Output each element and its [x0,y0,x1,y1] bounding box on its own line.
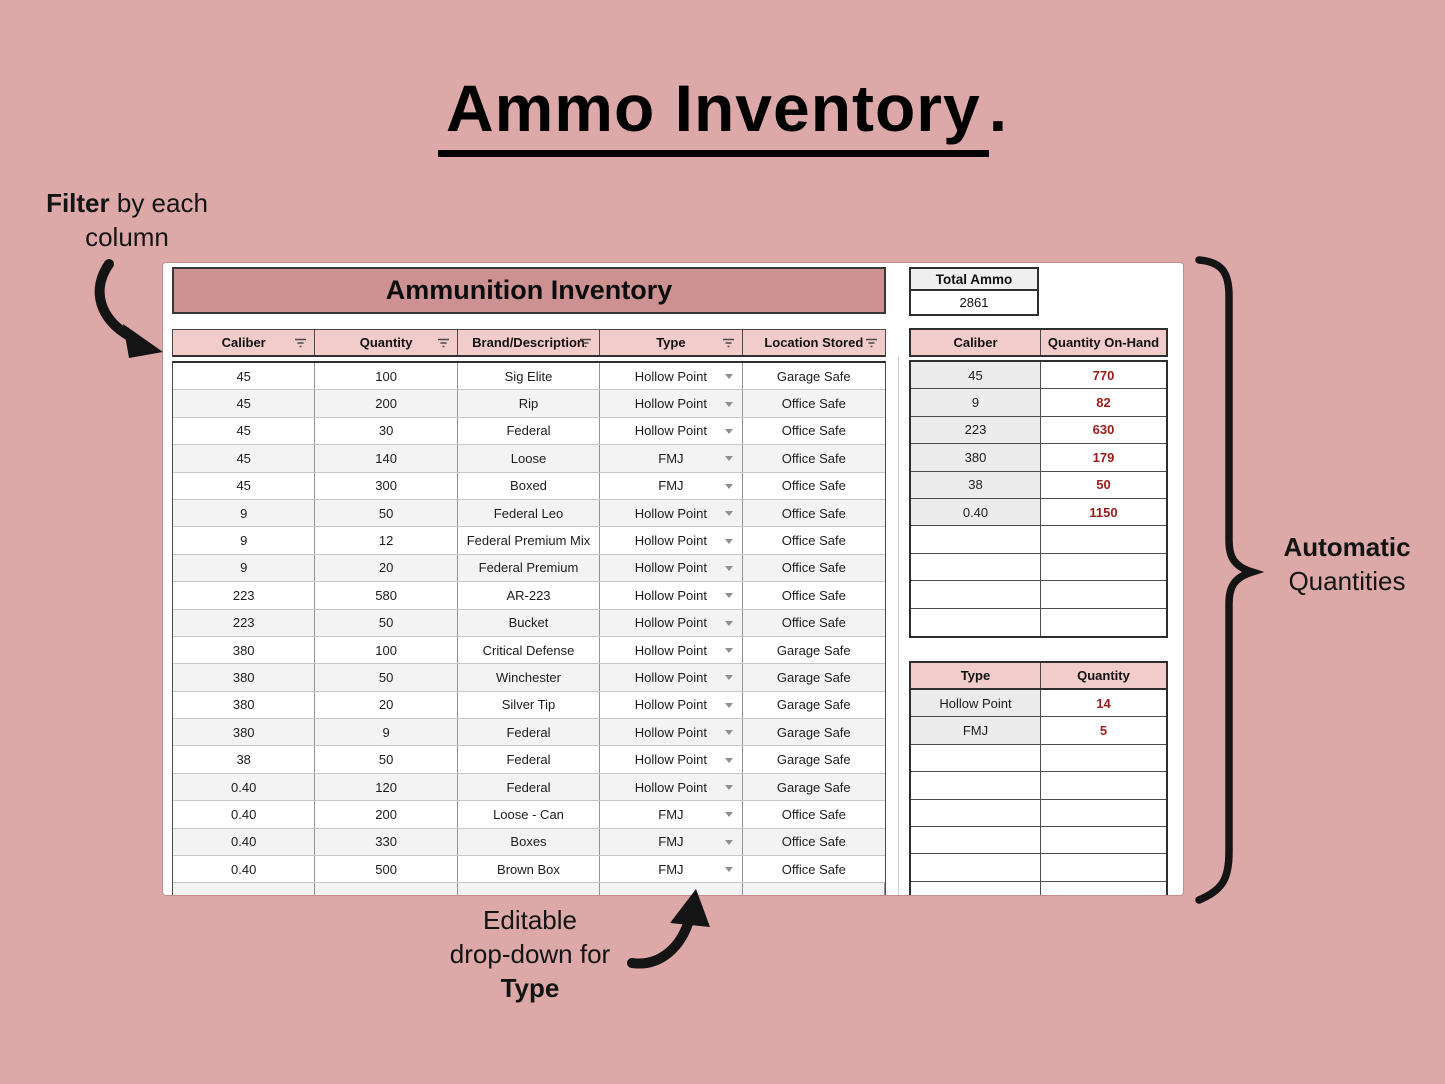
cell-caliber[interactable]: 45 [173,390,315,416]
cell-quantity[interactable]: 20 [315,692,457,718]
cell-location-stored[interactable]: Office Safe [781,587,846,603]
cell-quantity[interactable]: 100 [315,363,457,389]
cell-brand-description[interactable]: Federal [458,774,600,800]
ammo-table-header [172,329,886,357]
cell-quantity[interactable]: 50 [315,500,457,526]
cell-type[interactable]: Hollow Point [600,664,742,690]
cell-type[interactable]: Hollow Point [600,637,742,663]
annotation-editable-line1: Editable [483,905,577,935]
spreadsheet-card [163,263,1183,895]
page-title-text: Ammo Inventory [438,70,989,157]
cell-quantity[interactable]: 120 [315,774,457,800]
cell-type[interactable]: Hollow Point [600,527,742,553]
cell-location-stored[interactable]: Office Safe [781,834,846,850]
cell-type[interactable]: Hollow Point [600,418,742,444]
header-location-stored[interactable] [743,330,885,355]
cell-type[interactable]: FMJ [600,445,742,471]
dropdown-arrow-icon[interactable] [725,730,733,735]
dropdown-arrow-icon[interactable] [725,648,733,653]
header-type[interactable] [600,330,742,355]
cell-caliber[interactable]: 380 [173,637,315,663]
cell-location-stored[interactable]: Office Safe [781,615,846,631]
cell-caliber[interactable]: 9 [173,527,315,553]
dropdown-arrow-icon[interactable] [725,484,733,489]
cell-quantity[interactable]: 50 [315,664,457,690]
header-location-stored-label: Location Stored [764,335,864,350]
table-row [173,664,885,691]
cell-caliber[interactable]: 45 [173,445,315,471]
cell-brand-description[interactable]: Brown Box [458,856,600,882]
cell-location-stored[interactable]: Garage Safe [776,697,851,713]
cell-caliber[interactable]: 380 [173,719,315,745]
dropdown-arrow-icon[interactable] [725,374,733,379]
cell-caliber[interactable]: 9 [173,500,315,526]
cell-brand-description[interactable]: Loose [458,445,600,471]
cell-brand-description[interactable]: Federal [458,746,600,772]
summary-row-empty [911,772,1166,799]
dropdown-arrow-icon[interactable] [725,566,733,571]
header-type-label: Type [656,335,686,350]
summary-caliber-cell-empty [911,609,1041,636]
caliber-summary-header-caliber: Caliber [911,330,1041,355]
table-row [173,500,885,527]
dropdown-arrow-icon[interactable] [725,703,733,708]
cell-brand-description[interactable]: Boxed [458,473,600,499]
table-row [173,801,885,828]
cell-type[interactable]: Hollow Point [600,363,742,389]
main-table-body [172,361,886,895]
summary-type-cell: FMJ [911,717,1041,743]
annotation-filter-line2: column [85,222,169,252]
dropdown-arrow-icon[interactable] [725,456,733,461]
cell-quantity[interactable]: 140 [315,445,457,471]
summary-row [911,417,1166,444]
cell-quantity[interactable]: 9 [315,719,457,745]
header-caliber-label: Caliber [221,335,266,350]
cell-caliber[interactable]: 38 [173,746,315,772]
cell-caliber[interactable]: 9 [173,555,315,581]
table-row [173,473,885,500]
dropdown-arrow-icon[interactable] [725,621,733,626]
summary-type-qty-cell-empty [1041,882,1166,895]
table-row [173,363,885,390]
annotation-editable [420,903,640,1005]
table-row [173,418,885,445]
cell-brand-description[interactable]: Winchester [458,664,600,690]
summary-qty-on-hand-cell: 630 [1041,417,1166,443]
summary-type-qty-cell-empty [1041,745,1166,771]
cell-caliber[interactable]: 380 [173,692,315,718]
ammo-table [172,329,886,895]
cell-type[interactable]: Hollow Point [600,500,742,526]
cell-quantity[interactable]: 200 [315,390,457,416]
cell-brand-description[interactable]: Sig Elite [458,363,600,389]
cell-type[interactable]: Hollow Point [600,692,742,718]
filter-icon[interactable] [865,337,878,348]
cell-type[interactable]: Hollow Point [600,774,742,800]
summary-qty-on-hand-cell: 50 [1041,472,1166,498]
cell-caliber[interactable]: 45 [173,418,315,444]
table-row-partial [173,883,885,895]
cell-type[interactable]: Hollow Point [600,746,742,772]
summary-type-cell: Hollow Point [911,690,1041,716]
cell-location-stored[interactable]: Office Safe [781,478,846,494]
cell-type[interactable]: Hollow Point [600,719,742,745]
cell-caliber[interactable]: 0.40 [173,829,315,855]
header-quantity-label: Quantity [359,335,413,350]
cell-brand-description[interactable]: Federal [458,719,600,745]
summary-type-qty-cell-empty [1041,772,1166,798]
summary-qty-on-hand-cell: 179 [1041,444,1166,470]
page-title [0,70,1445,157]
cell-location-stored[interactable]: Office Safe [781,423,846,439]
summary-row [911,472,1166,499]
table-row [173,390,885,417]
summary-caliber-cell: 38 [911,472,1041,498]
table-row [173,856,885,883]
summary-qty-on-hand-cell: 770 [1041,362,1166,388]
caliber-summary-header [909,328,1168,357]
cell-location-stored[interactable]: Office Safe [781,505,846,521]
cell-brand-description[interactable]: Critical Defense [458,637,600,663]
cell-location-stored[interactable]: Garage Safe [776,368,851,384]
cell-brand-description[interactable]: Federal Leo [458,500,600,526]
cell-type[interactable]: FMJ [600,856,742,882]
cell-caliber[interactable]: 223 [173,582,315,608]
summary-caliber-cell-empty [911,554,1041,580]
dropdown-arrow-icon[interactable] [725,593,733,598]
cell-quantity[interactable]: 300 [315,473,457,499]
summary-caliber-cell-empty [911,581,1041,607]
summary-type-qty-cell: 5 [1041,717,1166,743]
cell-quantity[interactable]: 330 [315,829,457,855]
summary-row [911,717,1166,744]
type-summary-header [909,661,1168,690]
cell-quantity[interactable]: 30 [315,418,457,444]
annotation-filter-rest: by each [109,188,208,218]
summary-caliber-cell: 9 [911,389,1041,415]
cell-type[interactable]: Hollow Point [600,555,742,581]
cell-quantity[interactable]: 12 [315,527,457,553]
filter-icon[interactable] [722,337,735,348]
summary-row-empty [911,554,1166,581]
cell-caliber[interactable]: 0.40 [173,774,315,800]
dropdown-arrow-icon[interactable] [725,758,733,763]
summary-type-cell-empty [911,827,1041,853]
summary-row [911,389,1166,416]
cell-caliber[interactable]: 45 [173,363,315,389]
table-row [173,610,885,637]
summary-row [911,444,1166,471]
dropdown-arrow-icon[interactable] [725,867,733,872]
cell-caliber[interactable]: 223 [173,610,315,636]
table-row [173,692,885,719]
header-quantity[interactable] [315,330,457,355]
dropdown-arrow-icon[interactable] [725,785,733,790]
arrow-to-type-column [618,883,720,975]
cell-empty[interactable] [315,883,457,895]
cell-quantity[interactable]: 20 [315,555,457,581]
cell-quantity[interactable]: 500 [315,856,457,882]
cell-quantity[interactable]: 200 [315,801,457,827]
cell-brand-description[interactable]: Silver Tip [458,692,600,718]
total-ammo-label: Total Ammo [909,267,1039,291]
header-caliber[interactable] [173,330,315,355]
table-row [173,445,885,472]
table-row [173,555,885,582]
dropdown-arrow-icon[interactable] [725,429,733,434]
dropdown-arrow-icon[interactable] [725,840,733,845]
summary-row-empty [911,800,1166,827]
cell-location-stored[interactable]: Office Safe [781,560,846,576]
cell-location-stored[interactable]: Office Safe [781,533,846,549]
annotation-automatic-bold: Automatic [1283,532,1411,562]
annotation-editable-bold: Type [500,973,560,1003]
cell-caliber[interactable]: 0.40 [173,856,315,882]
cell-type[interactable]: Hollow Point [600,390,742,416]
summary-row-empty [911,581,1166,608]
cell-quantity[interactable]: 580 [315,582,457,608]
type-summary-body [909,690,1168,895]
summary-row-empty [911,827,1166,854]
filter-icon[interactable] [437,337,450,348]
table-row [173,719,885,746]
cell-caliber[interactable]: 0.40 [173,801,315,827]
header-brand-description-label: Brand/Description [472,335,585,350]
summary-caliber-cell: 223 [911,417,1041,443]
summary-row-empty [911,745,1166,772]
summary-caliber-cell-empty [911,526,1041,552]
total-ammo-value: 2861 [909,291,1039,316]
cell-location-stored[interactable]: Garage Safe [776,642,851,658]
cell-location-stored[interactable]: Garage Safe [776,752,851,768]
summary-caliber-cell: 0.40 [911,499,1041,525]
cell-quantity[interactable]: 100 [315,637,457,663]
cell-brand-description[interactable]: Federal Premium Mix [458,527,600,553]
filter-icon[interactable] [294,337,307,348]
type-summary-table [909,661,1168,895]
dropdown-arrow-icon[interactable] [725,812,733,817]
summary-type-qty-cell-empty [1041,800,1166,826]
summary-type-qty-cell: 14 [1041,690,1166,716]
cell-type[interactable]: FMJ [600,473,742,499]
summary-type-cell-empty [911,772,1041,798]
cell-brand-description[interactable]: Rip [458,390,600,416]
summary-qty-on-hand-cell-empty [1041,581,1166,607]
summary-qty-on-hand-cell: 1150 [1041,499,1166,525]
summary-qty-on-hand-cell-empty [1041,554,1166,580]
cell-brand-description[interactable]: Federal [458,418,600,444]
summary-qty-on-hand-cell: 82 [1041,389,1166,415]
total-ammo-box [909,267,1039,316]
cell-type[interactable]: Hollow Point [600,582,742,608]
summary-qty-on-hand-cell-empty [1041,526,1166,552]
summary-type-cell-empty [911,745,1041,771]
cell-location-stored[interactable]: Office Safe [781,806,846,822]
cell-caliber[interactable]: 45 [173,473,315,499]
table-row [173,774,885,801]
summary-row [911,690,1166,717]
table-row [173,829,885,856]
type-summary-header-qty: Quantity [1077,668,1130,683]
cell-empty[interactable] [173,883,315,895]
summary-row [911,499,1166,526]
filter-icon[interactable] [579,337,592,348]
summary-type-qty-cell-empty [1041,827,1166,853]
annotation-editable-line2: drop-down for [449,939,611,969]
table-row [173,527,885,554]
cell-location-stored[interactable]: Office Safe [781,450,846,466]
caliber-summary-table [909,328,1168,638]
annotation-automatic [1262,530,1432,598]
caliber-summary-header-qty: Quantity On-Hand [1047,335,1160,350]
page-title-period: . [988,71,1008,145]
summary-row-empty [911,882,1166,895]
cell-location-stored[interactable]: Garage Safe [776,669,851,685]
dropdown-arrow-icon[interactable] [725,511,733,516]
summary-caliber-cell: 380 [911,444,1041,470]
summary-row-empty [911,854,1166,881]
table-row [173,582,885,609]
summary-caliber-cell: 45 [911,362,1041,388]
cell-quantity[interactable]: 50 [315,746,457,772]
cell-brand-description[interactable]: Bucket [458,610,600,636]
cell-empty[interactable] [458,883,600,895]
table-row [173,746,885,773]
column-gridline [898,357,899,895]
cell-location-stored[interactable]: Garage Safe [776,724,851,740]
cell-location-stored[interactable]: Garage Safe [776,779,851,795]
cell-empty[interactable] [743,883,885,895]
summary-type-qty-cell-empty [1041,854,1166,880]
type-summary-header-type: Type [911,663,1041,688]
cell-location-stored[interactable]: Office Safe [781,861,846,877]
cell-caliber[interactable]: 380 [173,664,315,690]
sheet-banner: Ammunition Inventory [172,267,886,314]
caliber-summary-body [909,360,1168,638]
dropdown-arrow-icon[interactable] [725,402,733,407]
cell-brand-description[interactable]: AR-223 [458,582,600,608]
cell-type[interactable]: Hollow Point [600,610,742,636]
cell-type[interactable]: FMJ [600,801,742,827]
dropdown-arrow-icon[interactable] [725,675,733,680]
cell-brand-description[interactable]: Loose - Can [458,801,600,827]
annotation-filter-bold: Filter [46,188,110,218]
summary-row [911,362,1166,389]
summary-type-cell-empty [911,800,1041,826]
table-row [173,637,885,664]
summary-type-cell-empty [911,854,1041,880]
annotation-filter [22,186,232,254]
cell-location-stored[interactable]: Office Safe [781,396,846,412]
summary-type-cell-empty [911,882,1041,895]
summary-qty-on-hand-cell-empty [1041,609,1166,636]
cell-brand-description[interactable]: Federal Premium [458,555,600,581]
summary-row-empty [911,526,1166,553]
dropdown-arrow-icon[interactable] [725,539,733,544]
header-brand-description[interactable] [458,330,600,355]
summary-row-empty [911,609,1166,636]
cell-quantity[interactable]: 50 [315,610,457,636]
cell-type[interactable]: FMJ [600,829,742,855]
annotation-automatic-line2: Quantities [1288,566,1406,596]
cell-brand-description[interactable]: Boxes [458,829,600,855]
